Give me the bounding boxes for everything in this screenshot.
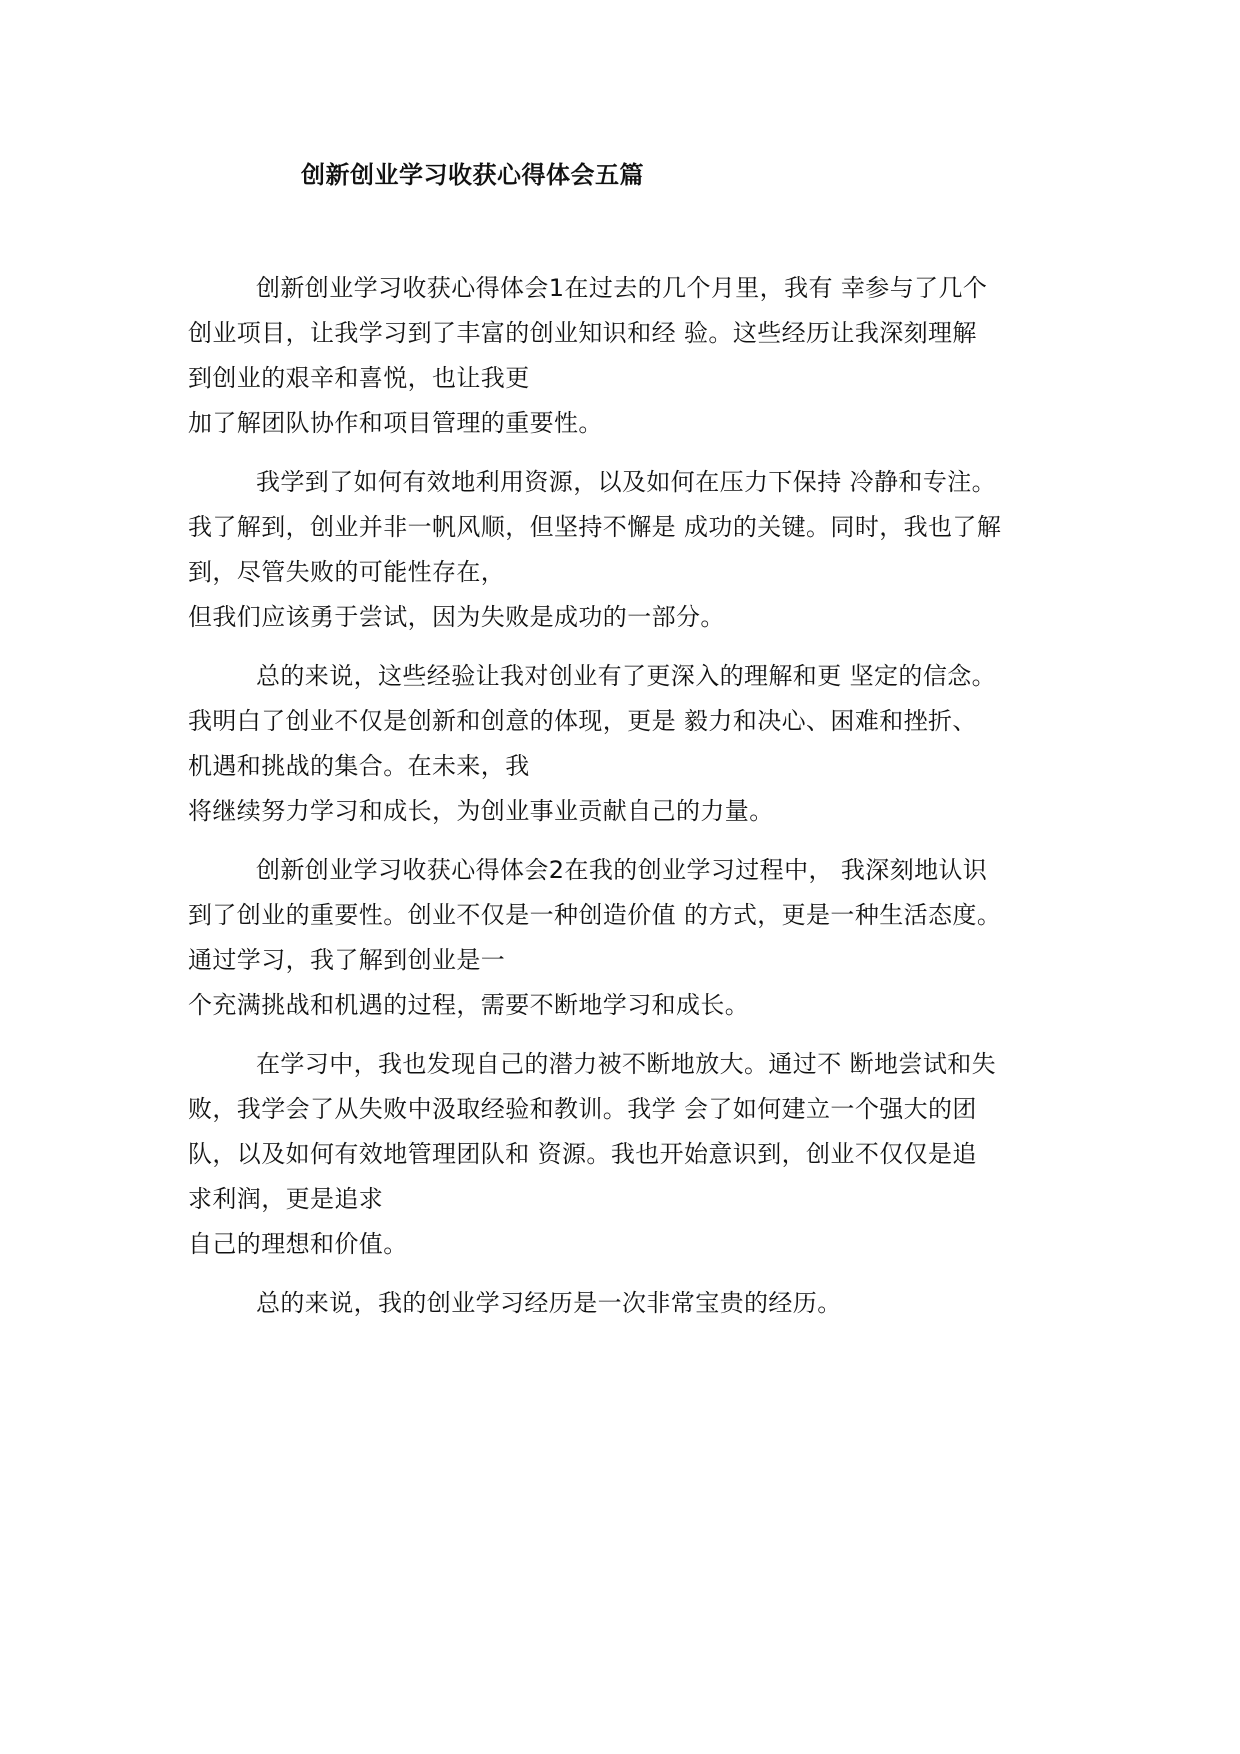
paragraph-line: 败，我学会了从失败中汲取经验和教训。我学 会了如何建立一个强大的团 (188, 1095, 977, 1123)
paragraph-1 (188, 266, 1058, 446)
paragraph-line: 到了创业的重要性。创业不仅是一种创造价值 的方式，更是一种生活态度。 (188, 901, 1002, 929)
paragraph-line: 创新创业学习收获心得体会1在过去的几个月里，我有 幸参与了几个 (256, 274, 988, 302)
paragraph-4 (188, 848, 1058, 1028)
paragraph-line: 我学到了如何有效地利用资源，以及如何在压力下保持 冷静和专注。 (256, 468, 997, 496)
paragraph-line: 队，以及如何有效地管理团队和 资源。我也开始意识到，创业不仅仅是追 (188, 1140, 977, 1168)
paragraph-line: 机遇和挑战的集合。在未来，我 (188, 752, 530, 780)
paragraph-3 (188, 654, 1058, 834)
paragraph-line: 创新创业学习收获心得体会2在我的创业学习过程中， 我深刻地认识 (256, 856, 988, 884)
paragraph-line: 加了解团队协作和项目管理的重要性。 (188, 409, 603, 437)
paragraph-line: 但我们应该勇于尝试，因为失败是成功的一部分。 (188, 603, 725, 631)
paragraph-line: 求利润，更是追求 (188, 1185, 384, 1213)
paragraph-line: 到创业的艰辛和喜悦，也让我更 (188, 364, 530, 392)
paragraph-5 (188, 1042, 1058, 1267)
paragraph-line: 我了解到，创业并非一帆风顺，但坚持不懈是 成功的关键。同时，我也了解 (188, 513, 1002, 541)
paragraph-line: 创业项目，让我学习到了丰富的创业知识和经 验。这些经历让我深刻理解 (188, 319, 977, 347)
paragraph-line: 在学习中，我也发现自己的潜力被不断地放大。通过不 断地尝试和失 (256, 1050, 997, 1078)
paragraph-line: 总的来说，这些经验让我对创业有了更深入的理解和更 坚定的信念。 (256, 662, 997, 690)
paragraph-6 (188, 1281, 1058, 1326)
paragraph-line: 总的来说，我的创业学习经历是一次非常宝贵的经历。 (256, 1289, 842, 1317)
document-body (188, 266, 1058, 1340)
paragraph-line: 通过学习，我了解到创业是一 (188, 946, 506, 974)
paragraph-2 (188, 460, 1058, 640)
paragraph-line: 将继续努力学习和成长，为创业事业贡献自己的力量。 (188, 797, 774, 825)
paragraph-line: 个充满挑战和机遇的过程，需要不断地学习和成长。 (188, 991, 750, 1019)
paragraph-line: 我明白了创业不仅是创新和创意的体现，更是 毅力和决心、困难和挫折、 (188, 707, 977, 735)
paragraph-line: 自己的理想和价值。 (188, 1230, 408, 1258)
paragraph-line: 到，尽管失败的可能性存在， (188, 558, 506, 586)
document-title: 创新创业学习收获心得体会五篇 (301, 161, 644, 189)
